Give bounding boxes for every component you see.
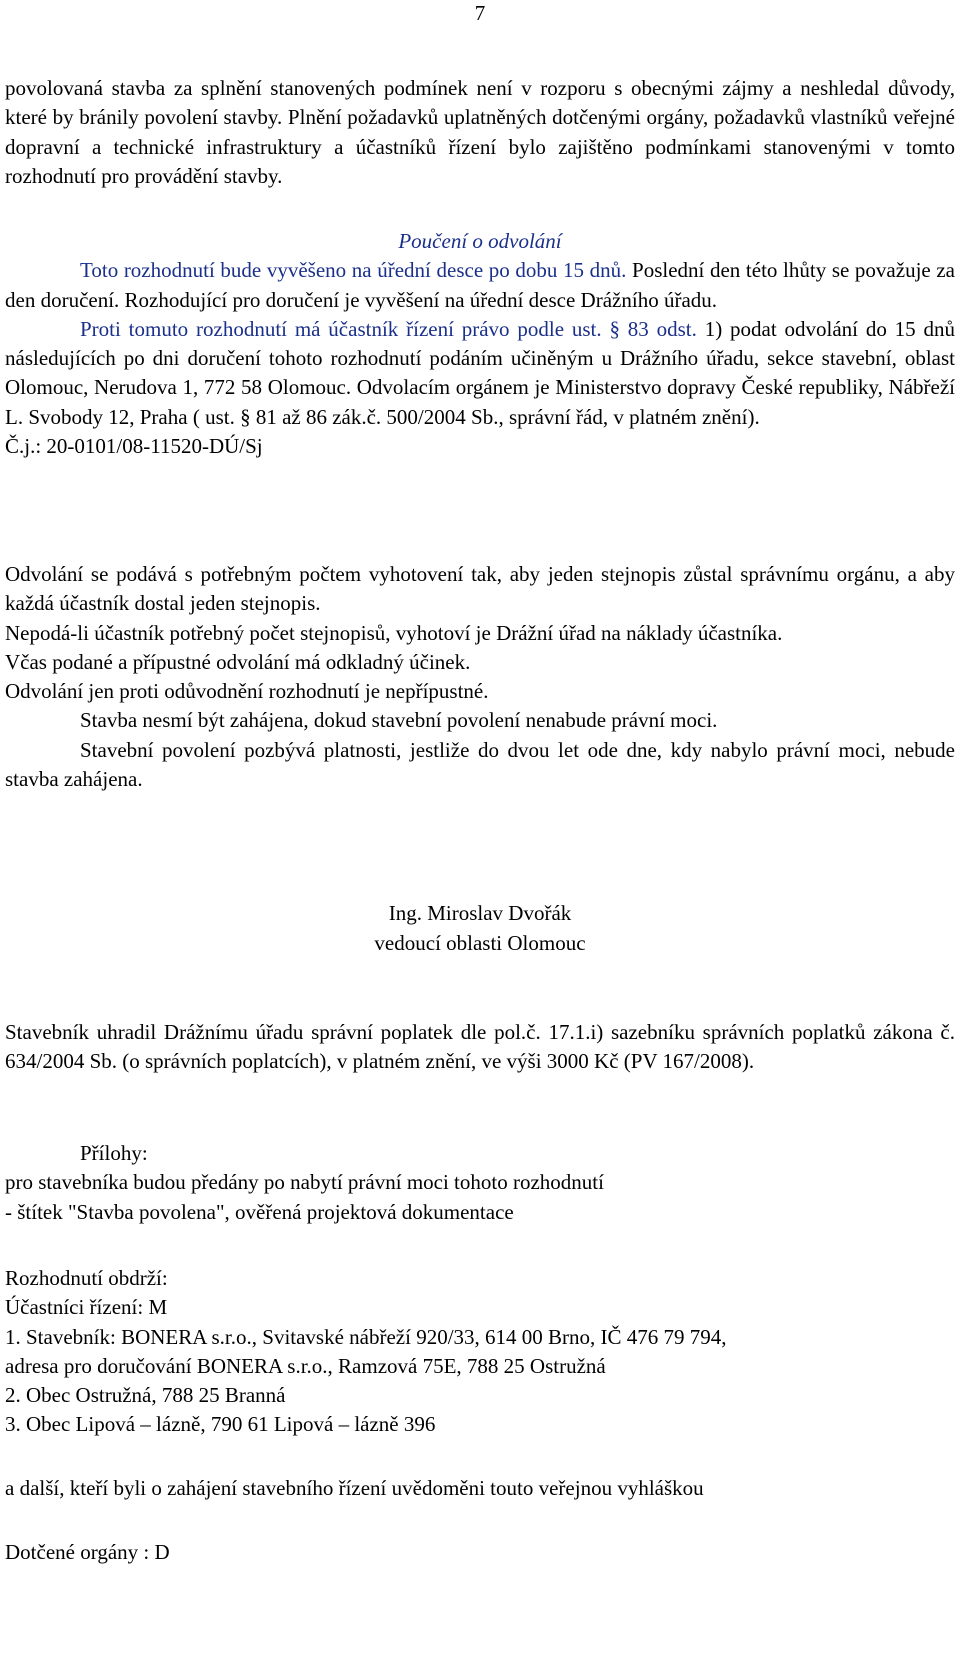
appeal-inadmissible: Odvolání jen proti odůvodnění rozhodnutí je nepřípustné. — [5, 679, 489, 704]
signatory-name: Ing. Miroslav Dvořák — [388, 901, 572, 925]
affected-authorities: Dotčené orgány : D — [5, 1540, 170, 1564]
appeal-copies-cost: Nepodá-li účastník potřebný počet stejnopisů, vyhotoví je Drážní úřad na náklady účastníka. — [5, 620, 783, 645]
appeal-paragraph-1-start: Toto rozhodnutí bude vyvěšeno na úřední desce po dobu 15 dnů. — [80, 258, 633, 283]
attachments-line-1: pro stavebníka budou předány po nabytí právní moci tohoto rozhodnutí — [5, 1170, 604, 1195]
fee-paragraph: Stavebník uhradil Drážnímu úřadu správní poplatek dle pol.č. 17.1.i) sazebníku správních poplatků zákona č. 634/2004 Sb. (o správních poplatcích), v platném znění, ve výši 3000 Kč (PV 167/2008). — [5, 1020, 955, 1074]
appeal-copies: Odvolání se podává s potřebným počtem vyhotovení tak, aby jeden stejnopis zůstal správnímu orgánu, a aby každá účastník dostal jeden stejnopis. — [5, 562, 955, 616]
attachments-section — [5, 1139, 955, 1227]
appeal-section — [5, 227, 955, 461]
appeal-conditions — [5, 560, 955, 794]
appeal-paragraph-2-rest: 1) podat odvolání do 15 dnů následujících po dni doručení tohoto rozhodnutí podáním učiněným u Drážního úřadu, sekce stavební, oblast Olomouc, Nerudova 1, 772 58 Olomouc. Odvolacím orgánem je Ministerstvo dopravy České republiky, Nábřeží L. Svobody 12, Praha ( ust. § 81 až 86 zák.č. 500/2004 Sb., správní řád, v platném znění). — [5, 316, 955, 429]
signature-block — [0, 898, 960, 958]
participants-heading: Účastníci řízení: M — [5, 1295, 168, 1320]
recipient-item: adresa pro doručování BONERA s.r.o., Ramzová 75E, 788 25 Ostružná — [5, 1353, 606, 1378]
appeal-heading: Poučení o odvolání — [398, 229, 562, 253]
page-number: 7 — [474, 1, 486, 25]
attachments-line-2: - štítek "Stavba povolena", ověřená projektová dokumentace — [5, 1199, 514, 1224]
attachments-heading: Přílohy: — [80, 1141, 148, 1165]
appeal-paragraph-1 — [5, 256, 955, 315]
appeal-suspensive: Včas podané a přípustné odvolání má odkladný účinek. — [5, 649, 471, 674]
appeal-paragraph-2-start: Proti tomuto rozhodnutí má účastník řízení právo podle ust. § 83 odst. — [80, 316, 705, 341]
signatory-title: vedoucí oblasti Olomouc — [374, 931, 586, 955]
reference-number: Č.j.: 20-0101/08-11520-DÚ/Sj — [5, 434, 263, 459]
recipient-item: 3. Obec Lipová – lázně, 790 61 Lipová – lázně 396 — [5, 1412, 436, 1437]
others-notified: a další, kteří byli o zahájení stavebního řízení uvědoměni touto veřejnou vyhláškou — [5, 1476, 704, 1500]
appeal-paragraph-1-rest: Poslední den této lhůty se považuje za den doručení. Rozhodující pro doručení je vyvěšení na úřední desce Drážního úřadu. — [5, 258, 955, 312]
recipients-heading: Rozhodnutí obdrží: — [5, 1266, 168, 1290]
permit-expiry: Stavební povolení pozbývá platnosti, jestliže do dvou let ode dne, kdy nabylo právní moci, nebude stavba zahájena. — [5, 737, 955, 792]
construction-start: Stavba nesmí být zahájena, dokud stavební povolení nenabude právní moci. — [80, 708, 718, 733]
recipient-item: 2. Obec Ostružná, 788 25 Branná — [5, 1383, 286, 1408]
recipients-section — [5, 1264, 955, 1440]
appeal-paragraph-2 — [5, 315, 955, 432]
intro-paragraph: povolovaná stavba za splnění stanovených podmínek není v rozporu s obecnými zájmy a neshledal důvody, které by bránily povolení stavby. Plnění požadavků uplatněných dotčenými orgány, požadavků vlastníků veřejné dopravní a technické infrastruktury a účastníků řízení bylo zajištěno podmínkami stanovenými v tomto rozhodnutí pro provádění stavby. — [5, 76, 955, 188]
recipient-item: 1. Stavebník: BONERA s.r.o., Svitavské nábřeží 920/33, 614 00 Brno, IČ 476 79 794, — [5, 1324, 727, 1349]
